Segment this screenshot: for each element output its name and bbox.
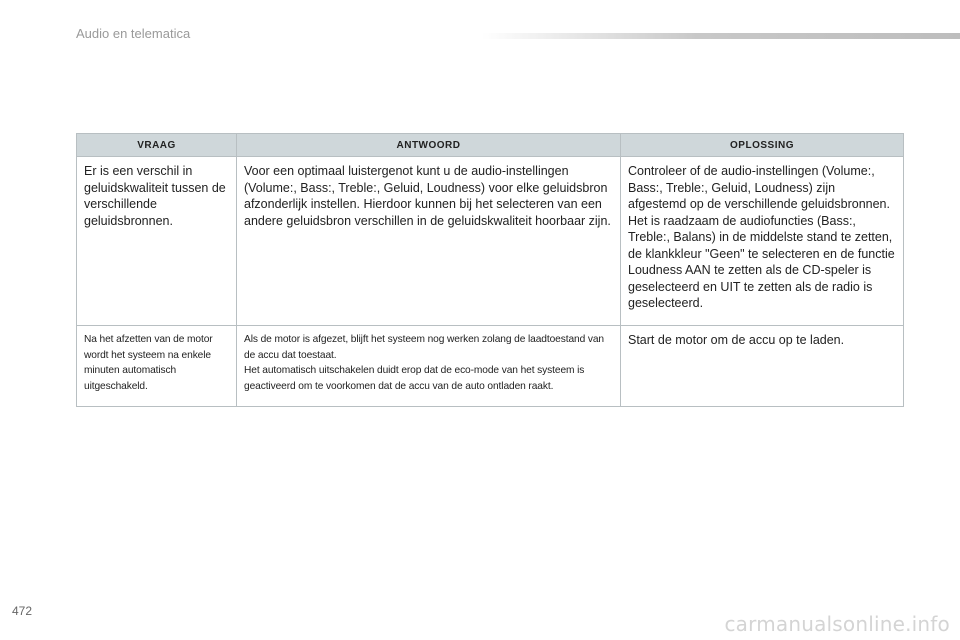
table-row (77, 157, 904, 326)
column-header-vraag: VRAAG (77, 134, 237, 157)
header-decorative-bar (482, 33, 960, 39)
antwoord-paragraph: Het automatisch uitschakelen duidt erop dat de eco-mode van het systeem is geactiveerd om te voorkomen dat de accu van de auto ontladen raakt. (244, 365, 585, 392)
cell-antwoord (237, 157, 621, 326)
cell-vraag: Na het afzetten van de motor wordt het systeem na enkele minuten automatisch uitgeschakeld. (77, 326, 237, 407)
table-row (77, 326, 904, 407)
page-number: 472 (12, 604, 33, 618)
cell-vraag: Er is een verschil in geluidskwaliteit tussen de verschillende geluidsbronnen. (77, 157, 237, 326)
table-header-row (77, 134, 904, 157)
cell-antwoord (237, 326, 621, 407)
section-title: Audio en telematica (76, 26, 191, 41)
cell-oplossing: Start de motor om de accu op te laden. (621, 326, 904, 407)
cell-oplossing: Controleer of de audio-instellingen (Volume:, Bass:, Treble:, Geluid, Loudness) zijn afgestemd op de verschillende geluidsbronnen. Het is raadzaam de audiofuncties (Bass:, Treble:, Balans) in de middelste stand te zetten, de klankkleur "Geen" te selecteren en de functie Loudness AAN te zetten als de CD-speler is geselecteerd en UIT te zetten als de radio is geselecteerd. (621, 157, 904, 326)
column-header-antwoord: ANTWOORD (237, 134, 621, 157)
antwoord-paragraph: Als de motor is afgezet, blijft het systeem nog werken zolang de laadtoestand van de accu dat toestaat. (244, 334, 604, 361)
column-header-oplossing: OPLOSSING (621, 134, 904, 157)
troubleshooting-table (76, 133, 904, 407)
watermark: carmanualsonline.info (724, 612, 950, 636)
antwoord-paragraph: Voor een optimaal luistergenot kunt u de audio-instellingen (Volume:, Bass:, Treble:, Geluid, Loudness) voor elke geluidsbron afzonderlijk instellen. Hierdoor kunnen bij het selecteren van een andere geluidsbron verschillen in de geluidskwaliteit hoorbaar zijn. (244, 164, 611, 228)
